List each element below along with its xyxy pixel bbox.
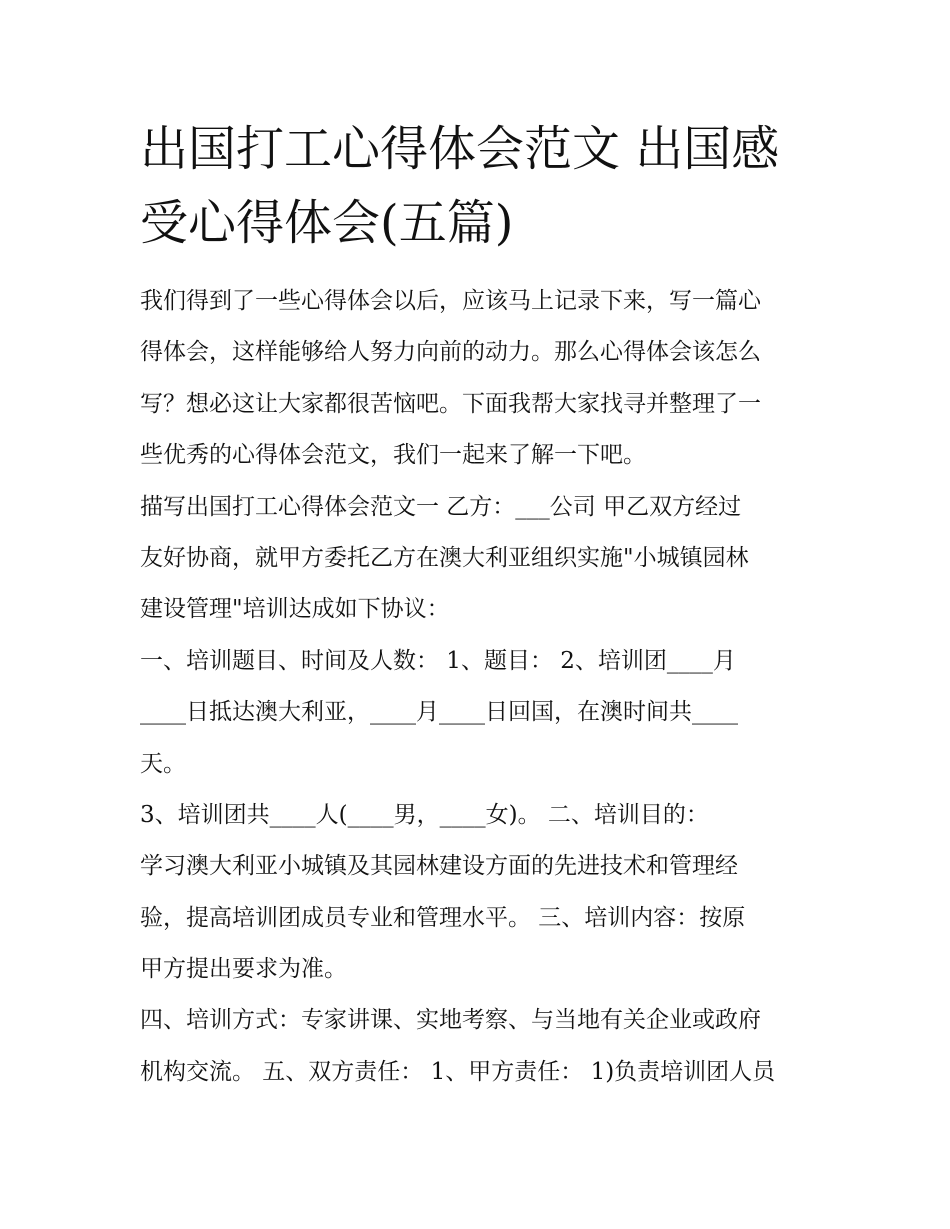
paragraph-line: 些优秀的心得体会范文，我们一起来了解一下吧。 [140, 442, 646, 469]
paragraph-line: 友好协商，就甲方委托乙方在澳大利亚组织实施"小城镇园林 [140, 544, 749, 571]
title-line: 受心得体会(五篇) [140, 195, 514, 251]
paragraph-line: ____日抵达澳大利亚，____月____日回国，在澳时间共____ [140, 699, 738, 726]
paragraph-line: 四、培训方式：专家讲课、实地考察、与当地有关企业或政府 [140, 1007, 761, 1034]
paragraph-line: 建设管理"培训达成如下协议： [140, 596, 450, 623]
paragraph-line: 一、培训题目、时间及人数： 1、题目： 2、培训团____月 [140, 647, 736, 674]
document-body [140, 276, 830, 1098]
paragraph-line: 我们得到了一些心得体会以后，应该马上记录下来，写一篇心 [140, 288, 761, 314]
paragraph-line: 机构交流。 五、双方责任： 1、甲方责任： 1)负责培训团人员 [140, 1058, 776, 1085]
document-title [140, 112, 830, 260]
paragraph-line: 验，提高培训团成员专业和管理水平。 三、培训内容：按原 [140, 904, 746, 931]
paragraph-line: 得体会，这样能够给人努力向前的动力。那么心得体会该怎么 [140, 339, 761, 366]
paragraph-line: 3、培训团共____人(____男，____女)。 二、培训目的： [140, 801, 709, 828]
paragraph-line: 甲方提出要求为准。 [140, 956, 347, 983]
paragraph-line: 描写出国打工心得体会范文一 乙方：___公司 甲乙双方经过 [140, 493, 742, 520]
paragraph-line: 天。 [140, 750, 186, 777]
title-line: 出国打工心得体会范文 出国感 [140, 121, 780, 177]
paragraph-line: 写？想必这让大家都很苦恼吧。下面我帮大家找寻并整理了一 [140, 390, 761, 417]
paragraph-line: 学习澳大利亚小城镇及其园林建设方面的先进技术和管理经 [140, 853, 738, 880]
